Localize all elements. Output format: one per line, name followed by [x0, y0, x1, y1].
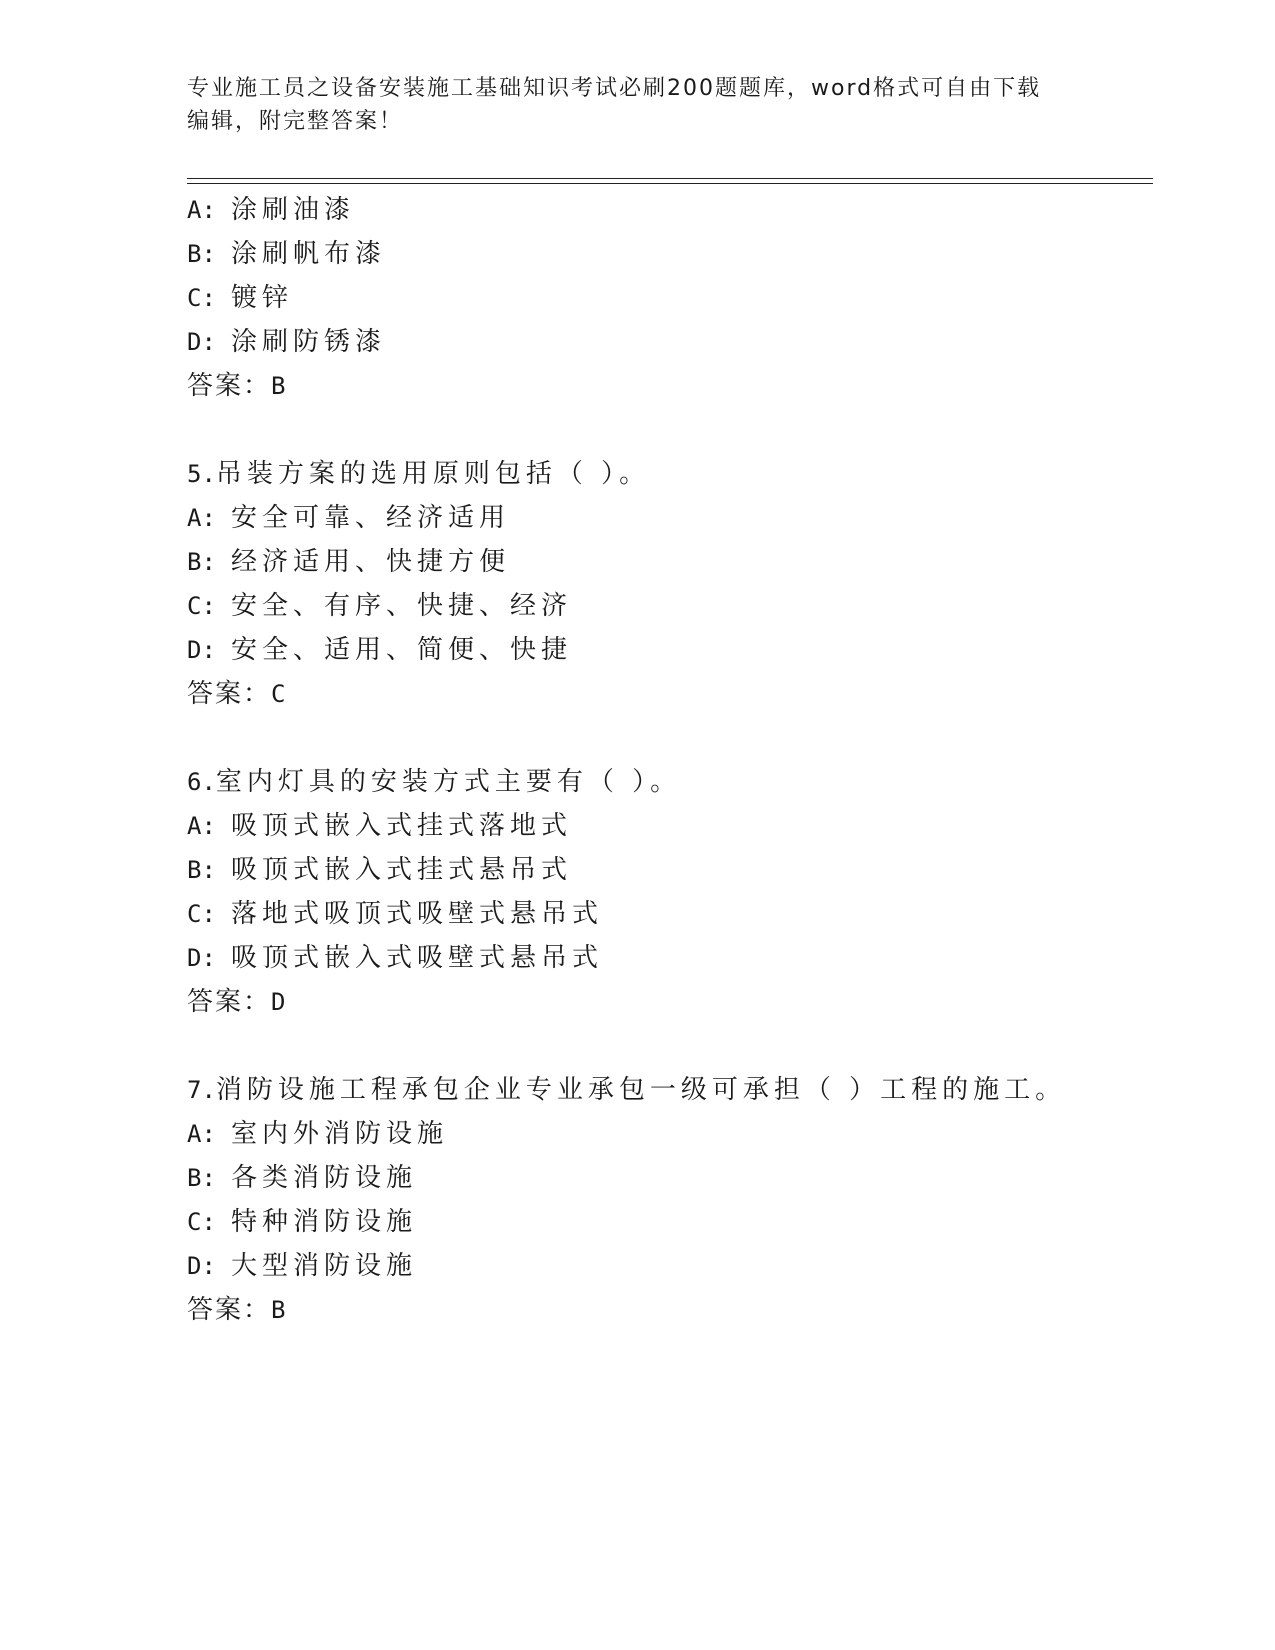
header-divider-top [187, 178, 1153, 179]
option-text: 涂刷油漆 [231, 195, 356, 225]
question-text: 消防设施工程承包企业专业承包一级可承担（ ）工程的施工。 [215, 1075, 1067, 1105]
option-c [187, 1202, 417, 1242]
answer-value: D [271, 988, 286, 1016]
option-d [187, 630, 572, 670]
option-a [187, 498, 510, 538]
option-label: A: [187, 812, 216, 840]
option-label: A: [187, 196, 216, 224]
question-title [187, 1070, 1066, 1110]
header-line-1: 专业施工员之设备安装施工基础知识考试必刷200题题库，word格式可自由下载 [187, 76, 1042, 101]
option-a [187, 190, 355, 230]
answer-line [187, 366, 285, 406]
option-b [187, 850, 572, 890]
answer-label: 答案： [187, 679, 272, 709]
option-b [187, 234, 386, 274]
option-label: C: [187, 1208, 216, 1236]
option-d [187, 322, 386, 362]
option-label: D: [187, 1252, 216, 1280]
option-label: B: [187, 1164, 216, 1192]
option-d [187, 938, 603, 978]
option-label: D: [187, 944, 216, 972]
option-text: 安全可靠、经济适用 [231, 503, 511, 533]
option-label: C: [187, 284, 216, 312]
answer-value: C [271, 680, 286, 708]
answer-value: B [271, 372, 286, 400]
option-text: 安全、适用、简便、快捷 [231, 635, 573, 665]
header-line-2: 编辑，附完整答案！ [187, 109, 404, 134]
question-number: 5. [187, 460, 216, 488]
answer-line [187, 982, 285, 1022]
option-b [187, 542, 510, 582]
option-text: 特种消防设施 [231, 1207, 418, 1237]
question-number: 7. [187, 1076, 216, 1104]
option-text: 经济适用、快捷方便 [231, 547, 511, 577]
option-label: C: [187, 592, 216, 620]
option-label: A: [187, 1120, 216, 1148]
option-label: A: [187, 504, 216, 532]
option-text: 各类消防设施 [231, 1163, 418, 1193]
option-text: 吸顶式嵌入式吸壁式悬吊式 [231, 943, 604, 973]
option-label: C: [187, 900, 216, 928]
option-text: 安全、有序、快捷、经济 [231, 591, 573, 621]
option-c [187, 278, 293, 318]
option-label: B: [187, 240, 216, 268]
option-text: 涂刷帆布漆 [231, 239, 387, 269]
question-number: 6. [187, 768, 216, 796]
answer-label: 答案： [187, 987, 272, 1017]
option-label: B: [187, 856, 216, 884]
document-header [187, 72, 1087, 138]
answer-line [187, 674, 285, 714]
option-text: 室内外消防设施 [231, 1119, 449, 1149]
option-label: D: [187, 636, 216, 664]
option-text: 吸顶式嵌入式挂式悬吊式 [231, 855, 573, 885]
option-c [187, 894, 603, 934]
option-label: B: [187, 548, 216, 576]
answer-label: 答案： [187, 1295, 272, 1325]
header-divider-bottom [187, 183, 1153, 184]
option-c [187, 586, 572, 626]
option-text: 大型消防设施 [231, 1251, 418, 1281]
answer-label: 答案： [187, 371, 272, 401]
question-text: 吊装方案的选用原则包括（ ）。 [215, 459, 651, 489]
question-title [187, 762, 681, 802]
option-d [187, 1246, 417, 1286]
option-label: D: [187, 328, 216, 356]
option-text: 镀锌 [231, 283, 294, 313]
answer-line [187, 1290, 285, 1330]
option-b [187, 1158, 417, 1198]
option-text: 涂刷防锈漆 [231, 327, 387, 357]
option-text: 落地式吸顶式吸壁式悬吊式 [231, 899, 604, 929]
option-a [187, 1114, 448, 1154]
question-text: 室内灯具的安装方式主要有（ ）。 [215, 767, 682, 797]
answer-value: B [271, 1296, 286, 1324]
question-title [187, 454, 650, 494]
option-a [187, 806, 572, 846]
option-text: 吸顶式嵌入式挂式落地式 [231, 811, 573, 841]
